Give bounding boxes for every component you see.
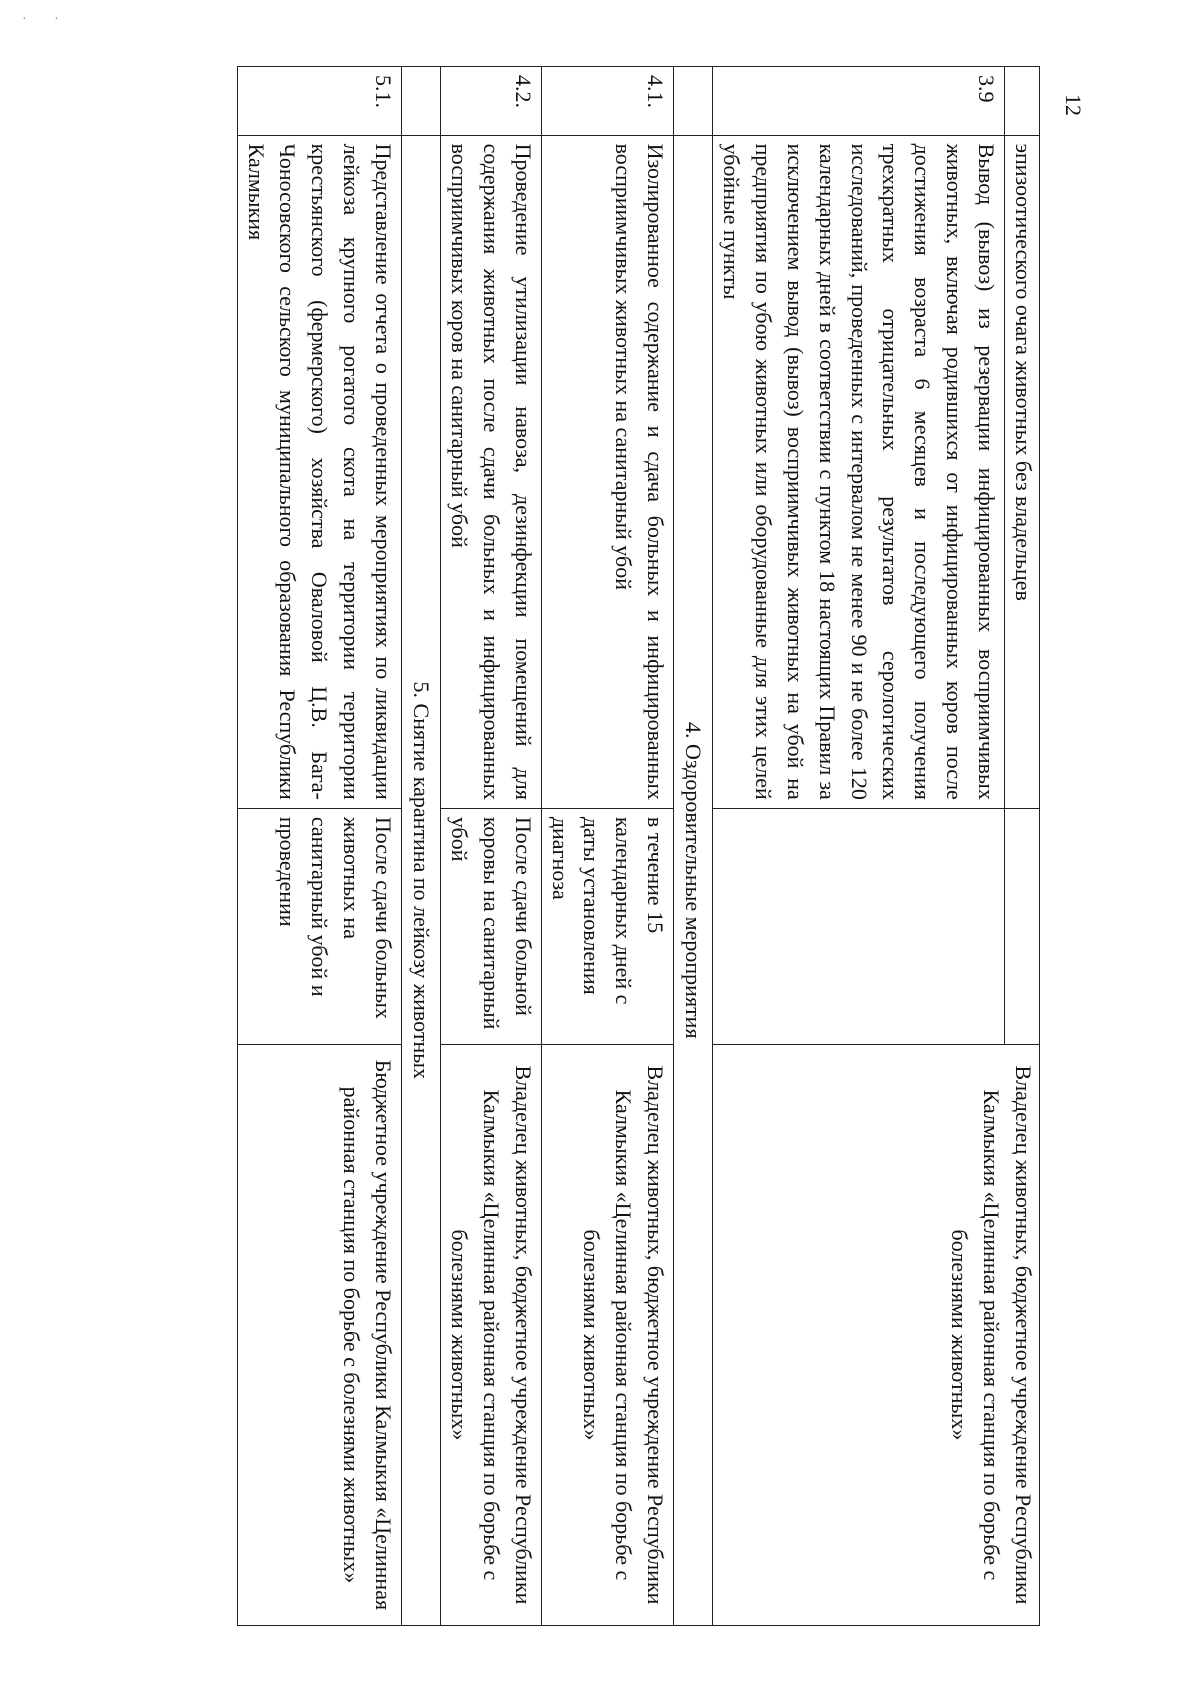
section-heading: 5. Снятие карантина по лейкозу животных <box>402 135 441 1625</box>
row-number-cell <box>1005 67 1040 136</box>
measures-table <box>237 66 1040 1626</box>
row-number-cell: 4.1. <box>541 67 674 136</box>
section-heading: 4. Оздоровительные мероприятия <box>674 135 713 1625</box>
table-row <box>541 67 674 1626</box>
section-row <box>402 67 441 1626</box>
action-cell: Представление отчета о проведенных мероприятиях по ликвидации лейкоза крупного рогатого скота на территории территории крестьянского (фермерского) хозяйства Оваловой Ц.В. Бага-Чоносовского сельского муниципального образования Республики Калмыкия <box>237 135 401 808</box>
action-cell: Изолированное содержание и сдача больных и инфицированных восприимчивых животных на санитарный убой <box>541 135 674 808</box>
row-number-cell: 5.1. <box>237 67 401 136</box>
action-cell: эпизоотического очага животных без владельцев <box>1005 135 1040 808</box>
responsible-cell: Владелец животных, бюджетное учреждение Республики Калмыкия «Целинная районная станция по борьбе с болезнями животных» <box>440 1044 541 1625</box>
term-cell: После сдачи больной коровы на санитарный убой <box>440 808 541 1044</box>
row-number-cell <box>402 67 441 136</box>
row-number-cell <box>674 67 713 136</box>
table-row <box>237 67 401 1626</box>
responsible-cell: Бюджетное учреждение Республики Калмыкия «Целинная районная станция по борьбе с болезнями животных» <box>237 1044 401 1625</box>
row-number-cell: 3.9 <box>713 67 1005 136</box>
term-cell <box>1005 808 1040 1044</box>
term-cell <box>713 808 1005 1044</box>
table-row <box>1005 67 1040 1626</box>
term-cell: После сдачи больных животных на санитарный убой и проведении <box>237 808 401 1044</box>
action-cell: Вывод (вывоз) из резервации инфицированных восприимчивых животных, включая родившихся от инфицированных коров после достижения возраста 6 месяцев и последующего получения трехкратных отрицательных результатов серологических исследований, проведенных с интервалом не менее 90 и не более 120 календарных дней в соответствии с пунктом 18 настоящих Правил за исключением вывод (вывоз) восприимчивых животных на убой на предприятия по убою животных или оборудованные для этих целей убойные пункты <box>713 135 1005 808</box>
term-cell: в течение 15 календарных дней с даты установления диагноза <box>541 808 674 1044</box>
action-cell: Проведение утилизации навоза, дезинфекции помещений для содержания животных после сдачи больных и инфицированных восприимчивых коров на санитарный убой <box>440 135 541 808</box>
section-row <box>674 67 713 1626</box>
row-number-cell: 4.2. <box>440 67 541 136</box>
rotated-table-container <box>140 66 1040 1626</box>
responsible-cell: Владелец животных, бюджетное учреждение Республики Калмыкия «Целинная районная станция по борьбе с болезнями животных» <box>713 1044 1040 1625</box>
responsible-cell: Владелец животных, бюджетное учреждение Республики Калмыкия «Целинная районная станция по борьбе с болезнями животных» <box>541 1044 674 1625</box>
page-number: 12 <box>1061 94 1086 116</box>
scan-marks: · · <box>22 12 71 27</box>
table-row <box>440 67 541 1626</box>
